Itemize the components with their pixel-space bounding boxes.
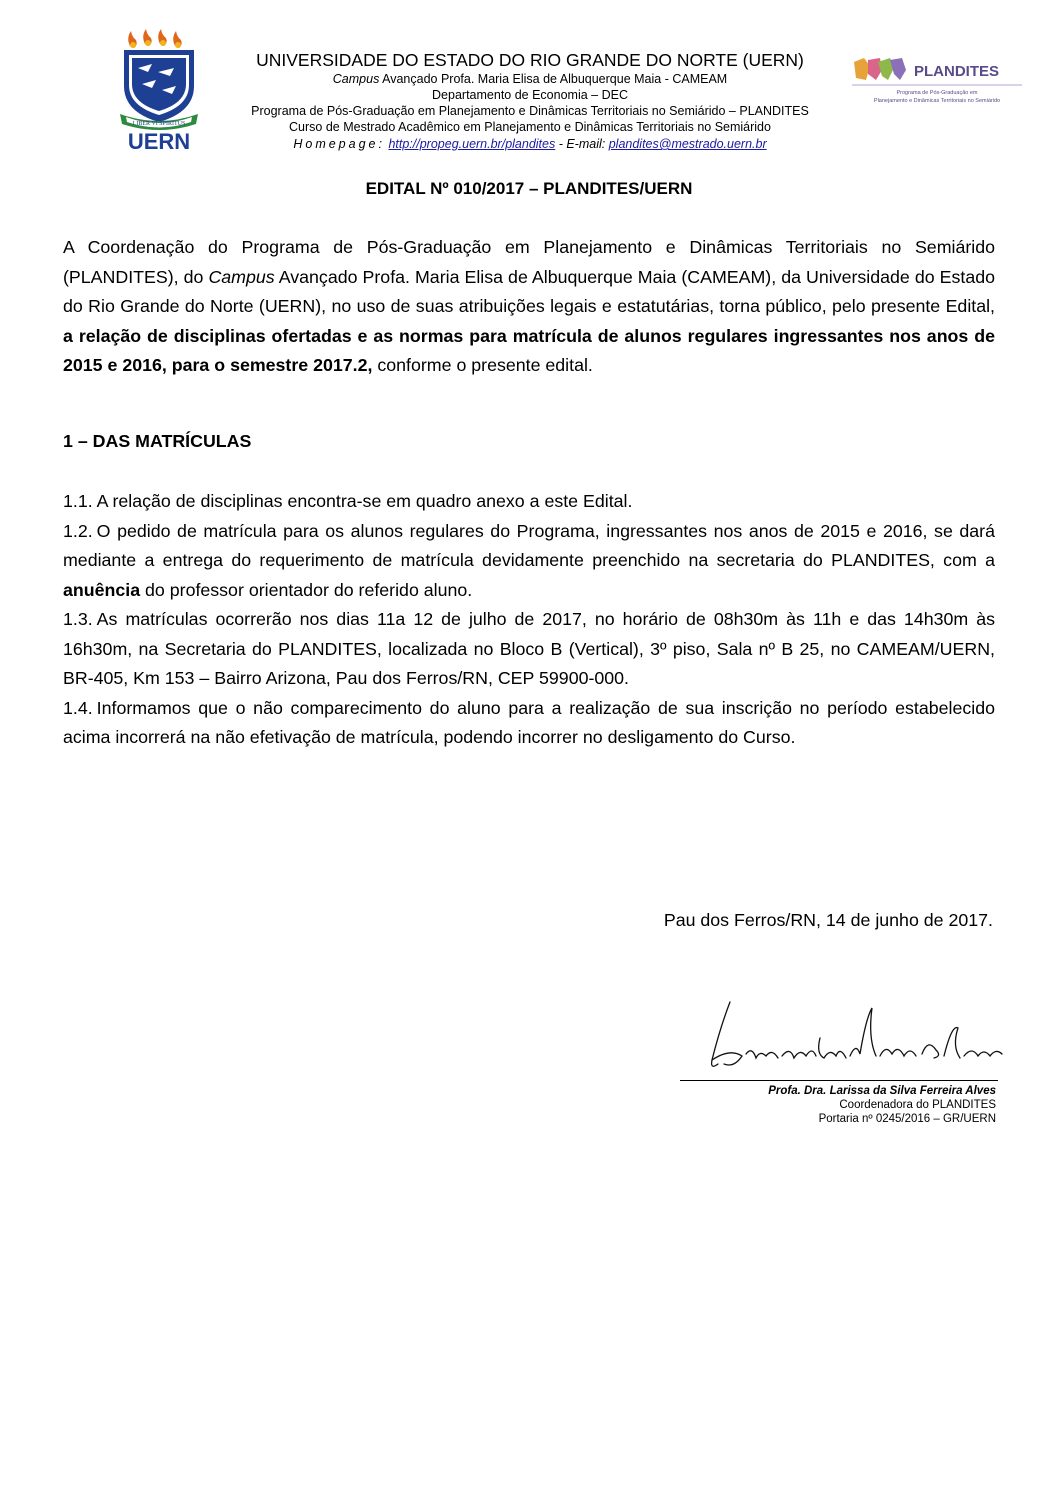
- signer-role: Coordenadora do PLANDITES: [839, 1099, 996, 1111]
- signer-name: Profa. Dra. Larissa da Silva Ferreira Alves: [768, 1085, 996, 1097]
- svg-text:Programa de Pós-Graduação em: Programa de Pós-Graduação em: [896, 90, 978, 96]
- uern-logo: [118, 28, 200, 152]
- list-item: 1.2. O pedido de matrícula para os alunos regulares do Programa, ingressantes nos anos de 2015 e 2016, se dará mediante a entrega do requerimento de matrícula devidamente preenchido na secretaria do PLANDITES, com a anuência do professor orientador do referido aluno.: [63, 520, 995, 600]
- svg-text:PLANDITES: PLANDITES: [914, 63, 1000, 80]
- uern-logo-text: UERN: [127, 129, 191, 152]
- signature-line: [680, 1080, 998, 1081]
- header-department: Departamento de Economia – DEC: [432, 88, 628, 102]
- header-university: UNIVERSIDADE DO ESTADO DO RIO GRANDE DO NORTE (UERN): [256, 50, 804, 70]
- signer-ordinance: Portaria nº 0245/2016 – GR/UERN: [818, 1113, 996, 1125]
- list-item: 1.3. As matrículas ocorrerão nos dias 11a 12 de julho de 2017, no horário de 08h30m às 11h e das 14h30m às 16h30m, na Secretaria do PLANDITES, localizada no Bloco B (Vertical), 3º piso, Sala nº B 25, no CAMEAM/UERN, BR-405, Km 153 – Bairro Arizona, Pau dos Ferros/RN, CEP 59900-000.: [63, 609, 995, 688]
- list-item: 1.4. Informamos que o não comparecimento do aluno para a realização de sua inscrição no período estabelecido acima incorrerá na não efetivação de matrícula, podendo incorrer no desligamento do Curso.: [63, 697, 995, 747]
- email-link[interactable]: plandites@mestrado.uern.br: [608, 137, 767, 151]
- section-items: [63, 487, 995, 753]
- place-date: Pau dos Ferros/RN, 14 de junho de 2017.: [663, 910, 993, 930]
- header-campus: Campus Avançado Profa. Maria Elisa de Albuquerque Maia - CAMEAM: [332, 72, 728, 86]
- header-contact: Homepage: http://propeg.uern.br/plandites - E-mail: plandites@mestrado.uern.br: [293, 137, 767, 151]
- header-program: Programa de Pós-Graduação em Planejamento e Dinâmicas Territoriais no Semiárido – PLANDITES: [251, 104, 809, 118]
- header-course: Curso de Mestrado Acadêmico em Planejamento e Dinâmicas Territoriais no Semiárido: [289, 120, 771, 134]
- plandites-logo: [848, 52, 1026, 108]
- document-title: EDITAL Nº 010/2017 – PLANDITES/UERN: [365, 179, 693, 198]
- intro-paragraph: A Coordenação do Programa de Pós-Graduação em Planejamento e Dinâmicas Territoriais no Semiárido (PLANDITES), do Campus Avançado Profa. Maria Elisa de Albuquerque Maia (CAMEAM), da Universidade do Estado do Rio Grande do Norte (UERN), no uso de suas atribuições legais e estatutárias, torna público, pelo presente Edital, a relação de disciplinas ofertadas e as normas para matrícula de alunos regulares ingressantes nos anos de 2015 e 2016, para o semestre 2017.2, conforme o presente edital.: [63, 237, 995, 375]
- svg-text:LIBER VI SPIRITUS: LIBER VI SPIRITUS: [132, 121, 186, 127]
- svg-text:Planejamento e Dinâmicas Terri: Planejamento e Dinâmicas Territoriais no Semiárido: [873, 98, 1001, 104]
- section-heading: 1 – DAS MATRÍCULAS: [63, 431, 252, 451]
- homepage-link[interactable]: http://propeg.uern.br/plandites: [388, 137, 556, 151]
- handwritten-signature: [690, 998, 1010, 1088]
- list-item: 1.1. A relação de disciplinas encontra-se em quadro anexo a este Edital.: [63, 491, 633, 511]
